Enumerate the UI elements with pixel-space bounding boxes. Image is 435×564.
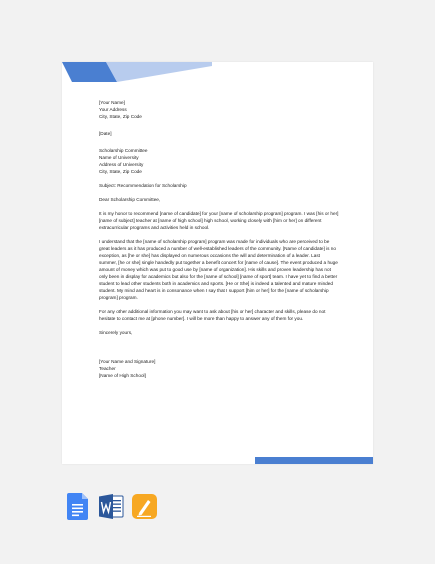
salutation: Dear Scholarship Committee,	[99, 197, 161, 202]
signature-school: [Name of High School]	[99, 373, 146, 378]
letter-date: [Date]	[99, 131, 112, 136]
signature-name: [Your Name and Signature]	[99, 359, 156, 364]
footer-bar	[255, 457, 373, 464]
sender-city: City, State, Zip Code	[99, 114, 142, 119]
word-icon[interactable]	[99, 493, 124, 520]
signature-title: Teacher	[99, 366, 116, 371]
header-decoration	[62, 62, 373, 82]
letter-page	[62, 62, 373, 464]
recipient-city: City, State, Zip Code	[99, 169, 142, 174]
paragraph-closing: For any other additional information you may want to ask about [his or her] character and skills, please do not hesitate to contact me at [phone number]. I will be more than happy to answer any of them for you.	[99, 309, 326, 321]
app-icons	[66, 493, 157, 520]
closing: Sincerely yours,	[99, 330, 133, 335]
recipient-university: Name of University	[99, 155, 139, 160]
letter-subject: Subject: Recommendation for Scholarship	[99, 183, 187, 188]
letter-body	[99, 99, 339, 379]
google-docs-icon[interactable]	[66, 493, 91, 520]
sender-name: [Your Name]	[99, 100, 125, 105]
paragraph-intro: It is my honor to recommend [name of candidate] for your [name of scholarship program] program. I was [his or her] [name of subject] teacher at [name of high school] high school, working closely with [him or her] on different extracurricular programs and activities held in school.	[99, 211, 339, 230]
recipient-address: Address of University	[99, 162, 144, 167]
sender-address: Your Address	[99, 107, 127, 112]
pages-icon[interactable]	[132, 493, 157, 520]
header-shape-light	[106, 62, 212, 82]
recipient-name: Scholarship Committee	[99, 148, 148, 153]
paragraph-main: I understand that the [name of scholarship program] program was made for individuals who are perceived to be great leaders as it has produced a number of well-established leaders of the community. [Name of candidate] is no exception, as [he or she] has displayed on numerous occasions the will and determination of a leader. Last summer, [he or she] single handedly put together a benefit concert for [name of cause]. The event produced a huge amount of money which was put to good use by [name of organization]. His skills and proven leadership has not only been in display for academics but also for the [name of school] [name of sport] team. I have yet to find a better student to lead other students both in academics and sports. [He or She] is indeed a talented and mature minded student. My mind and heart is in consonance when I say that I support [him or her] for the [name of scholarship program] program.	[99, 239, 338, 300]
